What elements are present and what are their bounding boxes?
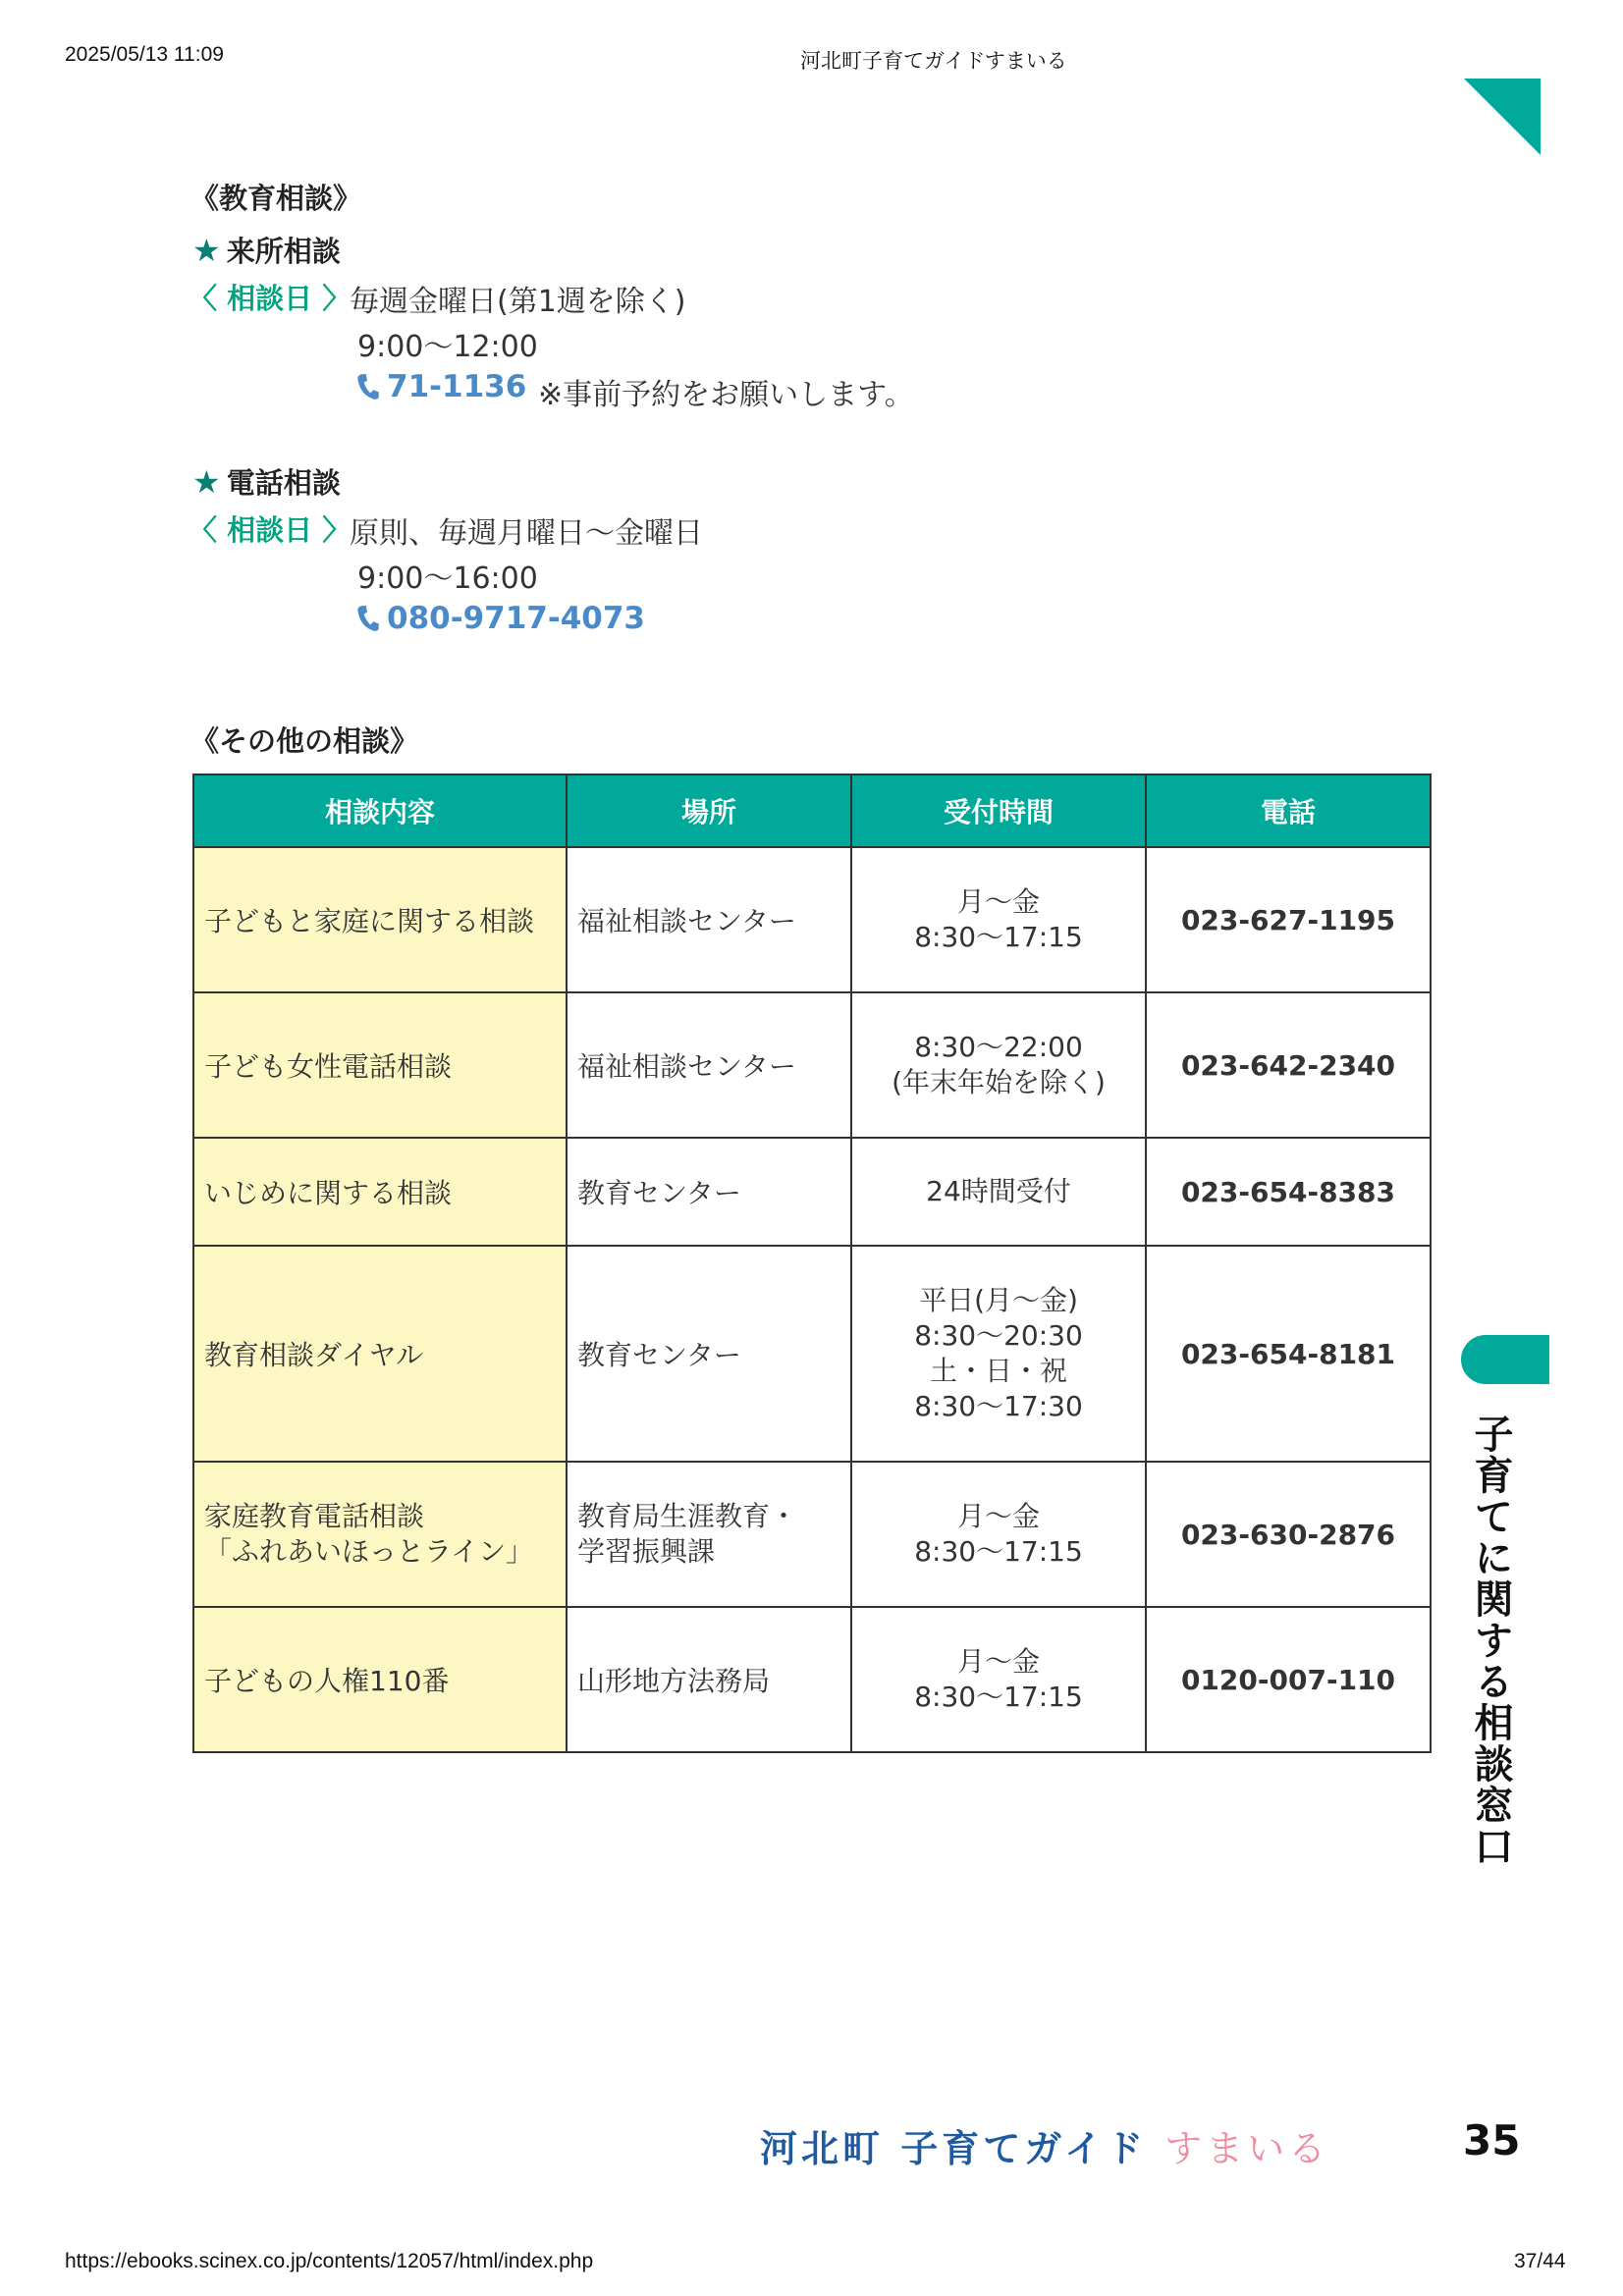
visit-hours: 9:00〜12:00 [357, 330, 538, 364]
telephone-hours: 9:00〜16:00 [357, 561, 538, 596]
hours-cell [851, 1246, 1146, 1462]
content-cell [193, 992, 567, 1138]
hours-line: 8:30〜22:00 [914, 1031, 1083, 1063]
hours-line: (年末年始を除く) [892, 1066, 1106, 1098]
table-row [193, 1607, 1431, 1752]
print-title: 河北町子育てガイドすまいる [800, 50, 1067, 73]
hours-line: 月〜金 [956, 1645, 1040, 1678]
content-cell [193, 1607, 567, 1752]
hours-line: 月〜金 [956, 1500, 1040, 1532]
telephone-days: 原則、毎週月曜日〜金曜日 [350, 516, 703, 551]
table-row [193, 992, 1431, 1138]
visit-days: 毎週金曜日(第1週を除く) [350, 285, 686, 319]
phone-cell[interactable] [1146, 1462, 1431, 1607]
hours-line: 8:30〜20:30 [914, 1319, 1083, 1352]
consultation-table [192, 774, 1432, 1753]
place-text: 山形地方法務局 [577, 1665, 771, 1697]
table-header-row [193, 774, 1431, 847]
corner-triangle-decoration [1464, 79, 1541, 155]
print-url: https://ebooks.scinex.co.jp/contents/12057/html/index.php [65, 2250, 594, 2272]
side-index-tab [1461, 1335, 1549, 1384]
place-text: 福祉相談センター [577, 1050, 796, 1083]
footer-logo [760, 2118, 1329, 2172]
table-row [193, 1246, 1431, 1462]
place-cell [567, 1607, 851, 1752]
content-text: いじめに関する相談 [204, 1177, 453, 1209]
star-icon: ★ [192, 231, 221, 269]
table-row [193, 1462, 1431, 1607]
content-text: 「ふれあいほっとライン」 [204, 1535, 534, 1568]
footer-logo-main: 河北町 子育てガイド [760, 2127, 1148, 2170]
content-cell [193, 847, 567, 992]
place-cell [567, 1138, 851, 1246]
place-cell [567, 847, 851, 992]
hours-line: 8:30〜17:30 [914, 1390, 1083, 1422]
hours-cell [851, 1138, 1146, 1246]
hours-cell [851, 992, 1146, 1138]
table-row [193, 1138, 1431, 1246]
phone-number[interactable]: 023-654-8181 [1180, 1337, 1396, 1370]
content-text: 子どもと家庭に関する相談 [204, 905, 535, 937]
education-section-title: 《教育相談》 [190, 182, 362, 215]
hours-line: 8:30〜17:15 [914, 921, 1083, 953]
content-cell [193, 1462, 567, 1607]
telephone-consult-title: 電話相談 [226, 466, 341, 500]
phone-cell[interactable] [1146, 1246, 1431, 1462]
telephone-phone-number: 080-9717-4073 [387, 601, 646, 636]
table-row [193, 847, 1431, 992]
star-icon: ★ [192, 462, 221, 501]
visit-consult-title: 来所相談 [226, 235, 341, 268]
phone-cell[interactable] [1146, 1138, 1431, 1246]
hours-line: 月〜金 [956, 885, 1040, 918]
phone-number[interactable]: 023-627-1195 [1180, 903, 1396, 936]
telephone-consult-heading [192, 461, 341, 502]
phone-cell[interactable] [1146, 992, 1431, 1138]
hours-cell [851, 1607, 1146, 1752]
content-text: 子どもの人権110番 [204, 1665, 450, 1697]
place-cell [567, 1246, 851, 1462]
header-hours: 受付時間 [851, 774, 1146, 847]
telephone-day-label: 〈 相談日 〉 [189, 513, 352, 547]
place-text: 福祉相談センター [577, 905, 796, 937]
hours-line: 土・日・祝 [929, 1355, 1067, 1387]
footer-logo-accent: すまいる [1164, 2127, 1330, 2170]
other-section-title: 《その他の相談》 [190, 724, 419, 758]
page-number: 35 [1463, 2116, 1521, 2164]
phone-icon [355, 372, 381, 401]
phone-number[interactable]: 023-630-2876 [1180, 1518, 1396, 1551]
print-page-count: 37/44 [1514, 2250, 1566, 2272]
visit-note: ※事前予約をお願いします。 [538, 378, 914, 412]
content-text: 家庭教育電話相談 [204, 1500, 425, 1532]
content-text: 子ども女性電話相談 [204, 1050, 453, 1083]
place-text: 学習振興課 [577, 1535, 716, 1568]
place-text: 教育局生涯教育・ [577, 1500, 798, 1532]
hours-line: 平日(月〜金) [919, 1284, 1078, 1316]
hours-line: 8:30〜17:15 [914, 1535, 1083, 1568]
place-text: 教育センター [577, 1177, 741, 1209]
header-place: 場所 [567, 774, 851, 847]
phone-cell[interactable] [1146, 1607, 1431, 1752]
header-content: 相談内容 [193, 774, 567, 847]
header-phone: 電話 [1146, 774, 1431, 847]
place-cell [567, 1462, 851, 1607]
hours-line: 8:30〜17:15 [914, 1681, 1083, 1713]
hours-line: 24時間受付 [926, 1175, 1071, 1207]
visit-phone[interactable] [355, 369, 526, 404]
visit-phone-number: 71-1136 [387, 369, 527, 404]
side-index-text: 子育てに関する相談窓口 [1468, 1414, 1513, 1867]
phone-number[interactable]: 023-642-2340 [1180, 1048, 1396, 1082]
content-cell [193, 1138, 567, 1246]
place-cell [567, 992, 851, 1138]
phone-number[interactable]: 0120-007-110 [1180, 1663, 1396, 1696]
print-datetime: 2025/05/13 11:09 [65, 43, 224, 66]
visit-consult-heading [192, 230, 341, 270]
visit-day-label: 〈 相談日 〉 [189, 282, 352, 315]
phone-icon [355, 604, 381, 633]
telephone-phone[interactable] [355, 601, 645, 636]
content-cell [193, 1246, 567, 1462]
content-text: 教育相談ダイヤル [204, 1339, 424, 1371]
hours-cell [851, 1462, 1146, 1607]
phone-number[interactable]: 023-654-8383 [1180, 1175, 1396, 1208]
place-text: 教育センター [577, 1339, 741, 1371]
phone-cell[interactable] [1146, 847, 1431, 992]
hours-cell [851, 847, 1146, 992]
